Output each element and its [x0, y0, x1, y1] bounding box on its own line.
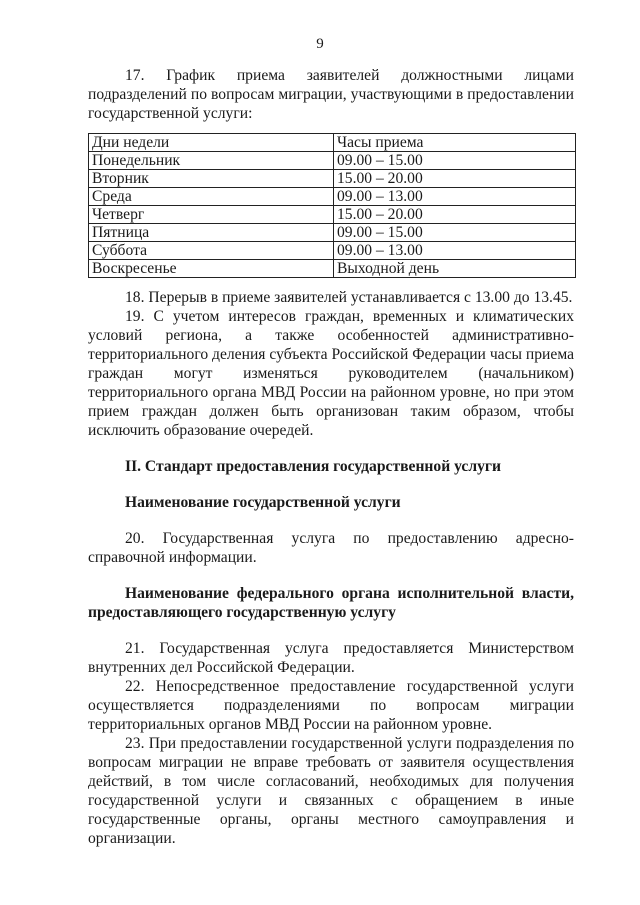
table-row: [89, 260, 576, 278]
day-cell: Суббота: [89, 242, 334, 260]
hours-cell: 09.00 – 13.00: [334, 242, 576, 260]
section-2-title: II. Стандарт предоставления государственной услуги: [125, 458, 501, 475]
heading-service-name: Наименование государственной услуги: [125, 494, 401, 511]
day-cell: Среда: [89, 188, 334, 206]
paragraph-17: 17. График приема заявителей должностными лицами подразделений по вопросам миграции, участвующими в предоставлении государственной услуги:: [88, 67, 574, 122]
hours-cell: 15.00 – 20.00: [334, 206, 576, 224]
paragraph-23: 23. При предоставлении государственной услуги подразделения по вопросам миграции не вправе требовать от заявителя осуществления действий, в том числе согласований, необходимых для получения государственной услуги и связанных с обращением в иные государственные органы, органы местного самоуправления и организации.: [88, 735, 574, 847]
hours-cell: 09.00 – 15.00: [334, 152, 576, 170]
table-row: [89, 206, 576, 224]
day-cell: Вторник: [89, 170, 334, 188]
paragraph-19: 19. С учетом интересов граждан, временных и климатических условий региона, а также особенностей административно-территориального деления субъекта Российской Федерации часы приема граждан могут изменяться руководителем (начальником) территориального органа МВД России на районном уровне, но при этом прием граждан должен быть организован таким образом, чтобы исключить образование очередей.: [88, 308, 574, 439]
hours-cell: 09.00 – 13.00: [334, 188, 576, 206]
table-header-row: [89, 134, 576, 152]
paragraph-21: 21. Государственная услуга предоставляется Министерством внутренних дел Российской Федерации.: [88, 640, 574, 676]
paragraph-18: 18. Перерыв в приеме заявителей устанавливается с 13.00 до 13.45.: [125, 289, 573, 306]
hours-cell: Выходной день: [334, 260, 576, 278]
table-row: [89, 188, 576, 206]
page-number: 9: [316, 36, 324, 52]
heading-federal-body: Наименование федерального органа исполнительной власти, предоставляющего государственную услугу: [88, 585, 574, 621]
schedule-table: [88, 133, 576, 278]
hours-cell: 15.00 – 20.00: [334, 170, 576, 188]
document-body: [88, 66, 574, 848]
day-cell: Понедельник: [89, 152, 334, 170]
header-hours: Часы приема: [334, 134, 576, 152]
table-row: [89, 242, 576, 260]
day-cell: Четверг: [89, 206, 334, 224]
table-row: [89, 224, 576, 242]
paragraph-20: 20. Государственная услуга по предоставлению адресно-справочной информации.: [88, 530, 574, 566]
hours-cell: 09.00 – 15.00: [334, 224, 576, 242]
paragraph-22: 22. Непосредственное предоставление государственной услуги осуществляется подразделениями по вопросам миграции территориальных органов МВД России на районном уровне.: [88, 678, 574, 733]
day-cell: Пятница: [89, 224, 334, 242]
header-days: Дни недели: [89, 134, 334, 152]
day-cell: Воскресенье: [89, 260, 334, 278]
table-row: [89, 152, 576, 170]
table-row: [89, 170, 576, 188]
